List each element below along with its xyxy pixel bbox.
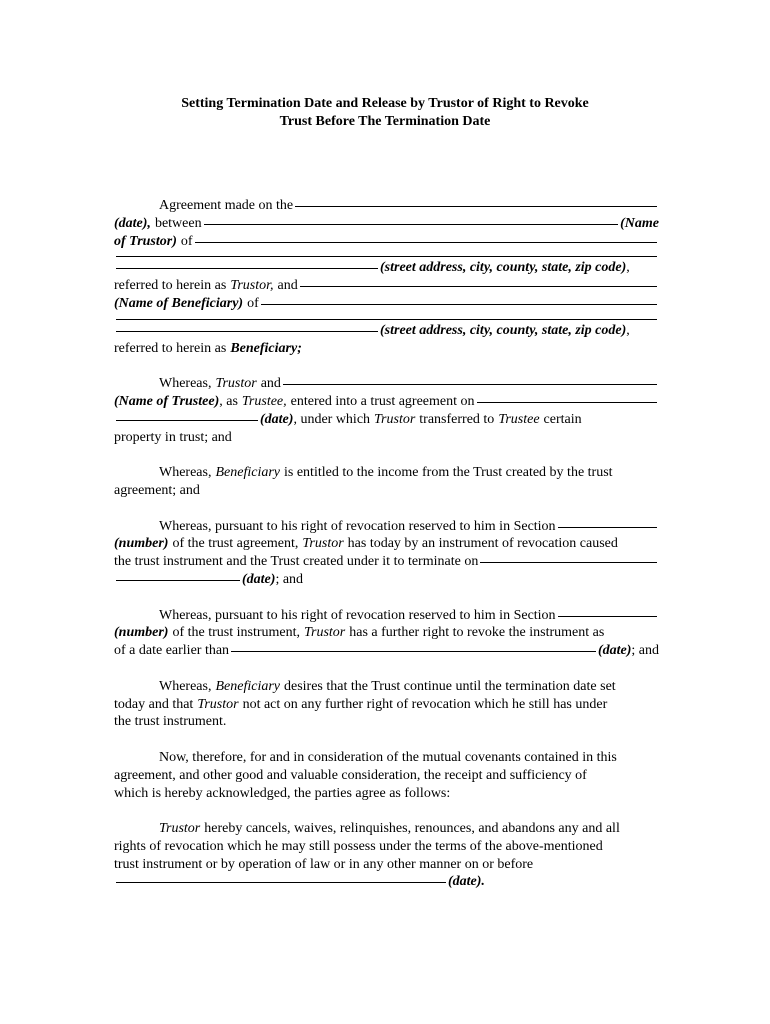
whereas5-line-2: today and that Trustor not act on any further right of revocation which he still has under (114, 696, 608, 712)
whereas3-line-1: Whereas, pursuant to his right of revocation reserved to him in Section (114, 518, 659, 536)
trustor-address-blank-1[interactable] (195, 242, 657, 243)
whereas1-line-1: Whereas, Trustor and (114, 375, 659, 393)
whereas3-line-3: the trust instrument and the Trust created under it to terminate on (114, 553, 659, 571)
termination-date-blank-1[interactable] (480, 562, 657, 563)
section-number-blank-1[interactable] (558, 527, 657, 528)
beneficiary-address-blank-2[interactable] (116, 319, 657, 320)
beneficiary-name-blank[interactable] (300, 286, 657, 287)
trust-agreement-date-blank-1[interactable] (477, 402, 657, 403)
whereas4-line-1: Whereas, pursuant to his right of revocation reserved to him in Section (114, 607, 659, 625)
cancels-line-3: trust instrument or by operation of law or in any other manner on or before (114, 856, 534, 872)
section-number-blank-2[interactable] (558, 616, 657, 617)
agreement-line-1: Agreement made on the (114, 197, 659, 215)
agreement-date-blank[interactable] (295, 206, 657, 207)
title-line-2: Trust Before The Termination Date (279, 114, 491, 129)
whereas2-line-1: Whereas, Beneficiary is entitled to the income from the Trust created by the trust (159, 465, 613, 481)
document-title (0, 95, 770, 131)
cancels-line-1: Trustor hereby cancels, waives, relinquishes, renounces, and abandons any and all (159, 821, 620, 837)
whereas3-line-4: (date) ; and (114, 571, 659, 589)
final-date-blank[interactable] (116, 882, 446, 883)
agreement-line-7: (Name of Beneficiary) of (114, 295, 659, 313)
title-line-1: Setting Termination Date and Release by Trustor of Right to Revoke (181, 96, 589, 111)
cancels-line-4: (date). (114, 873, 659, 891)
now-therefore-line-2: agreement, and other good and valuable consideration, the receipt and sufficiency of (114, 767, 587, 783)
whereas5-line-1: Whereas, Beneficiary desires that the Trust continue until the termination date set (159, 678, 616, 694)
agreement-line-3: of Trustor) of (114, 233, 659, 251)
agreement-line-10: referred to herein as Beneficiary; (114, 340, 302, 356)
document-body (114, 197, 659, 891)
agreement-line-6: referred to herein as Trustor, and (114, 277, 659, 295)
whereas4-line-2: (number) of the trust instrument, Trustor has a further right to revoke the instrument as (114, 625, 605, 641)
earlier-date-blank[interactable] (231, 651, 596, 652)
trust-agreement-date-blank-2[interactable] (116, 420, 258, 421)
agreement-line-9: (street address, city, county, state, zip code) , (114, 322, 659, 340)
trustor-name-blank[interactable] (204, 224, 619, 225)
cancels-line-2: rights of revocation which he may still possess under the terms of the above-mentioned (114, 838, 603, 854)
trustor-address-blank-2[interactable] (116, 256, 657, 257)
whereas4-line-3: of a date earlier than (date) ; and (114, 643, 659, 659)
termination-date-blank-2[interactable] (116, 580, 240, 581)
agreement-line-2: (date), between (Name (114, 215, 659, 231)
beneficiary-address-blank-3[interactable] (116, 331, 378, 332)
whereas2-line-2: agreement; and (114, 482, 200, 498)
agreement-line-5: (street address, city, county, state, zip code) , (114, 259, 659, 277)
whereas5-line-3: the trust instrument. (114, 714, 227, 730)
whereas1-line-3: (date) , under which Trustor transferred to Trustee certain (114, 411, 659, 429)
whereas1-line-2: (Name of Trustee) , as Trustee, entered into a trust agreement on (114, 393, 659, 411)
whereas1-line-4: property in trust; and (114, 429, 232, 445)
whereas3-line-2: (number) of the trust agreement, Trustor has today by an instrument of revocation caused (114, 536, 618, 552)
now-therefore-line-3: which is hereby acknowledged, the parties agree as follows: (114, 785, 451, 801)
beneficiary-address-blank-1[interactable] (261, 304, 657, 305)
now-therefore-line-1: Now, therefore, for and in consideration of the mutual covenants contained in this (159, 749, 617, 765)
trustee-name-blank[interactable] (283, 384, 657, 385)
trustor-address-blank-3[interactable] (116, 268, 378, 269)
